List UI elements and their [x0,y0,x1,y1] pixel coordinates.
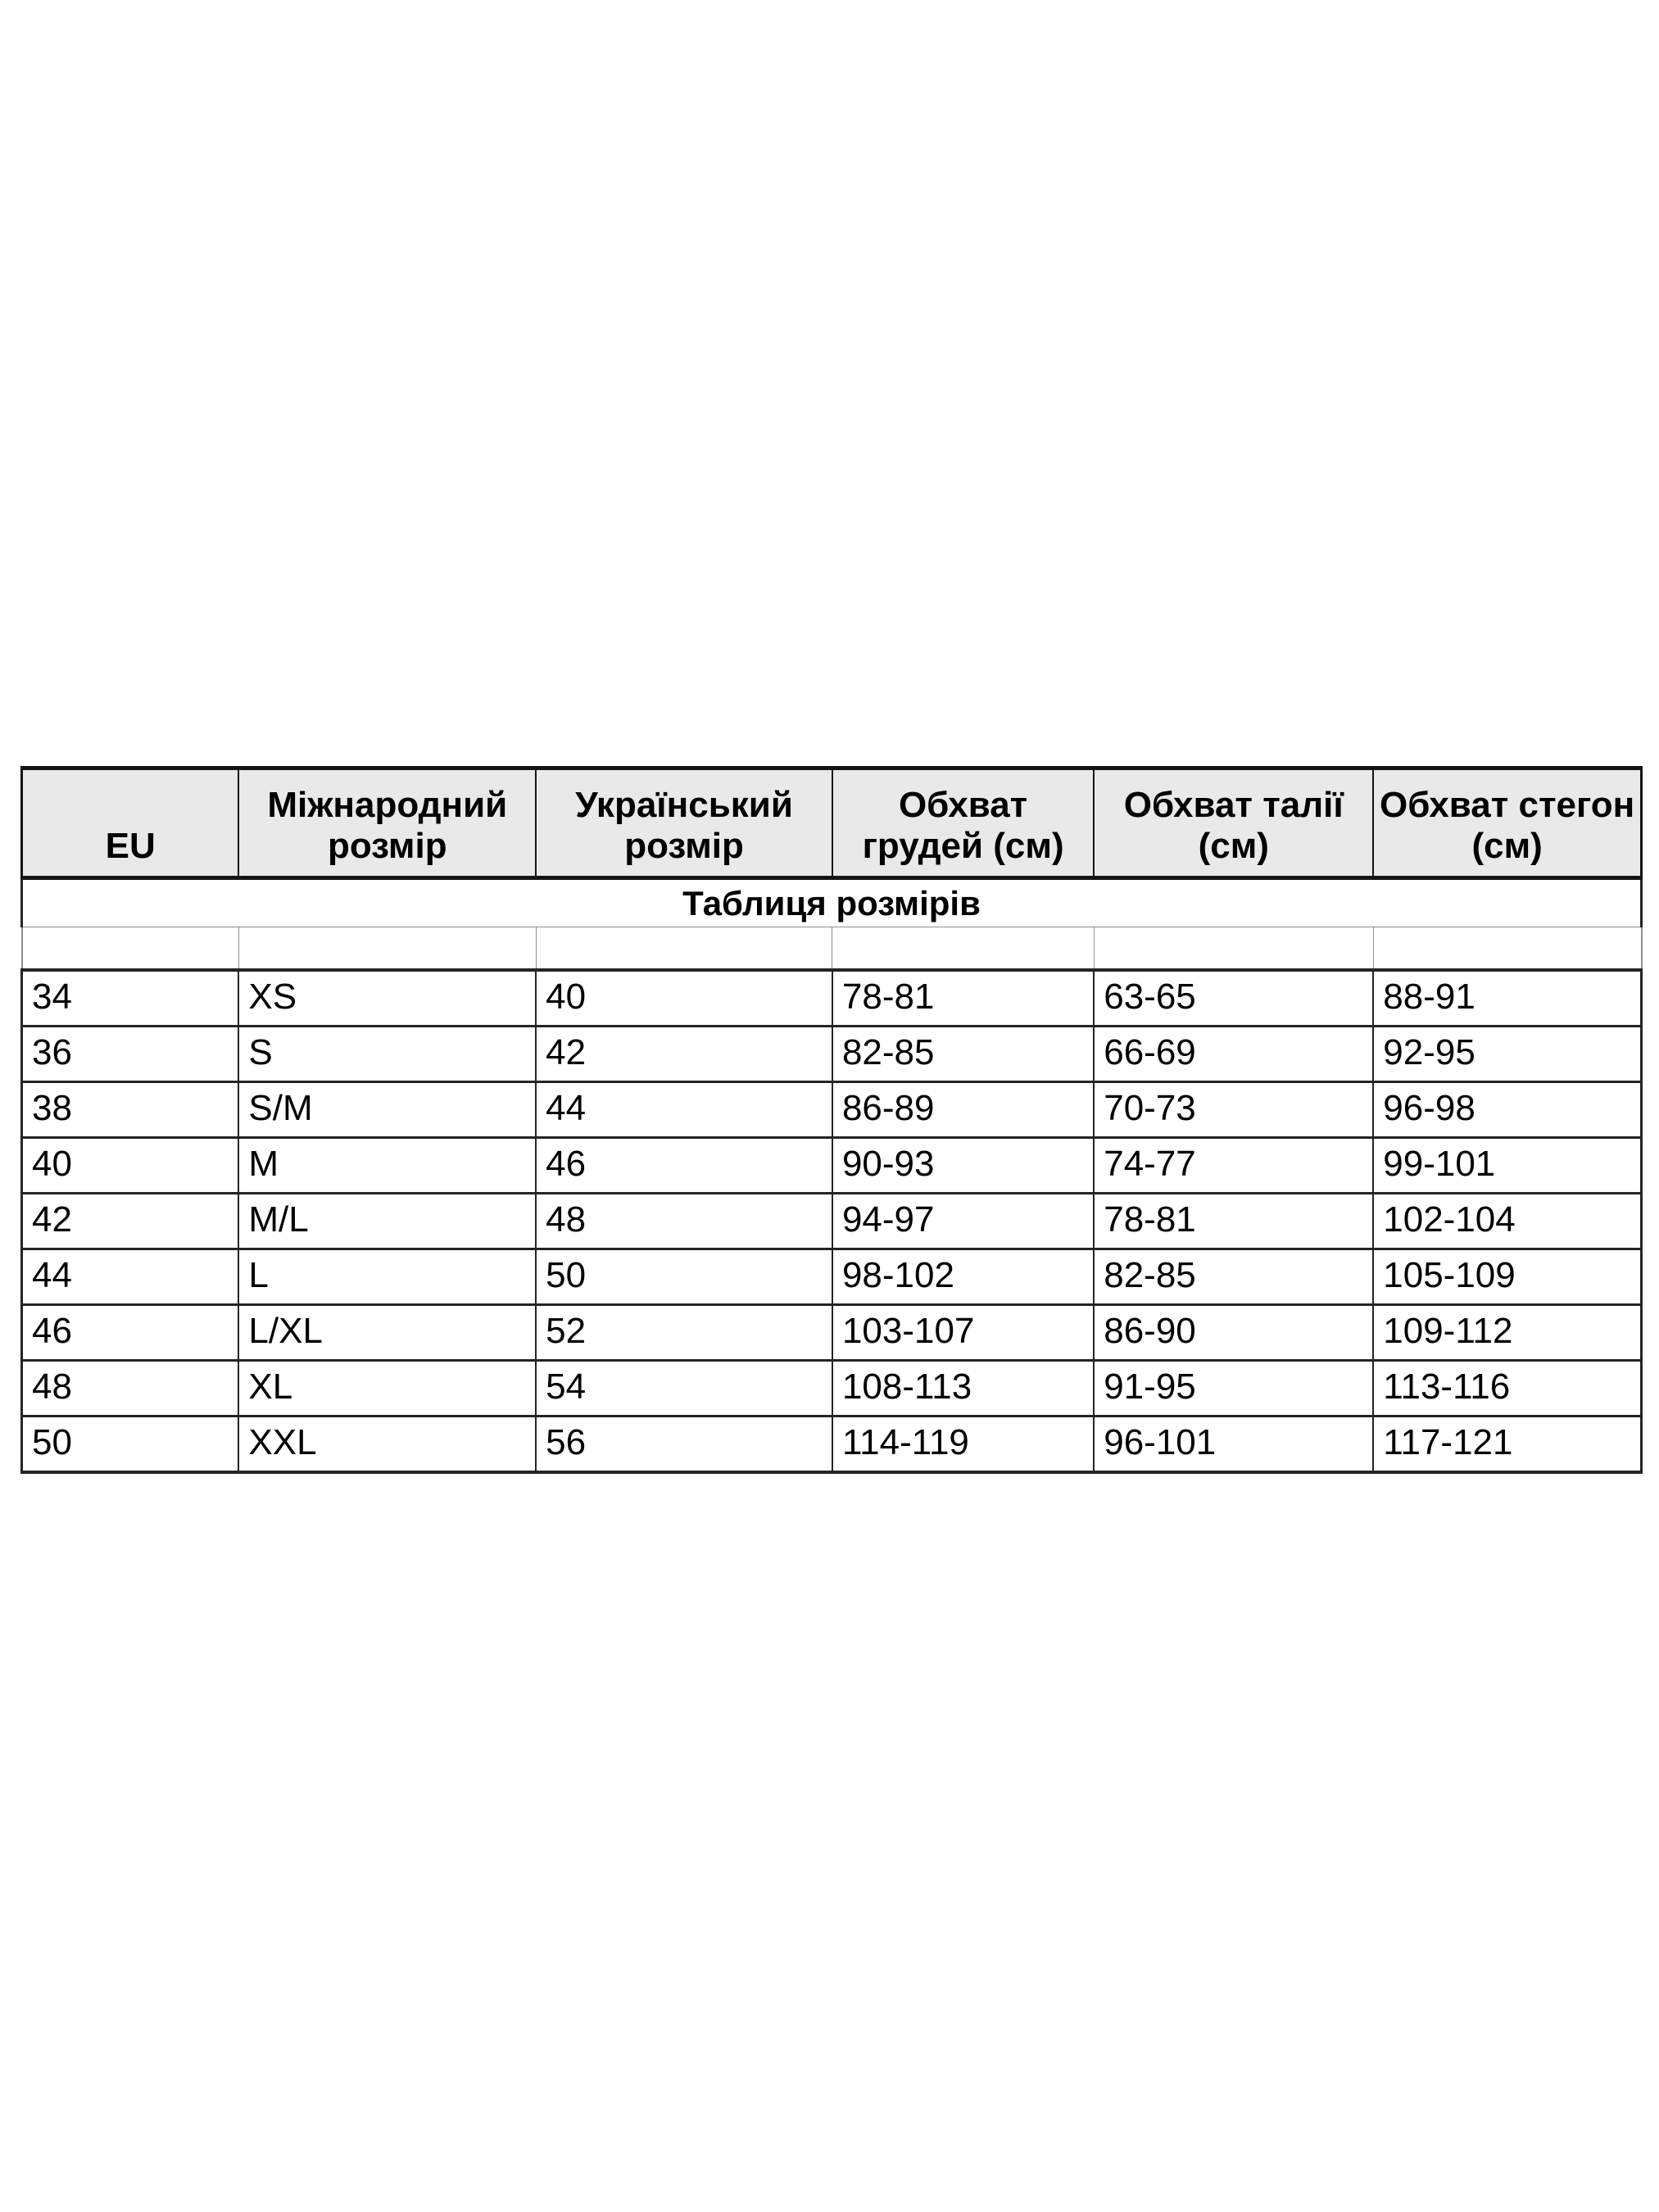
table-cell: 52 [536,1305,832,1361]
table-cell: XL [238,1361,536,1416]
table-row [22,1027,1642,1082]
table-cell: 78-81 [1094,1194,1373,1249]
table-cell: 82-85 [832,1027,1094,1082]
column-header-eu: EU [22,768,239,878]
spacer-row [22,927,1642,971]
table-cell: 86-90 [1094,1305,1373,1361]
table-cell: 66-69 [1094,1027,1373,1082]
column-header-waist: Обхват талії (см) [1094,768,1373,878]
table-cell: 113-116 [1373,1361,1641,1416]
table-row [22,1416,1642,1473]
table-cell: 54 [536,1361,832,1416]
table-cell: 78-81 [832,970,1094,1027]
table-cell: 46 [22,1305,239,1361]
table-cell: 92-95 [1373,1027,1641,1082]
table-cell: 38 [22,1082,239,1138]
table-row [22,1138,1642,1194]
title-row [22,878,1642,927]
table-cell: 46 [536,1138,832,1194]
table-row [22,1305,1642,1361]
table-row [22,1249,1642,1305]
table-cell: 98-102 [832,1249,1094,1305]
table-cell: L/XL [238,1305,536,1361]
table-row [22,1194,1642,1249]
column-header-hips: Обхват стегон (см) [1373,768,1641,878]
table-cell: 103-107 [832,1305,1094,1361]
table-cell: XXL [238,1416,536,1473]
table-cell: 91-95 [1094,1361,1373,1416]
table-cell: 114-119 [832,1416,1094,1473]
table-cell: 82-85 [1094,1249,1373,1305]
table-cell: 42 [536,1027,832,1082]
spacer-cell [832,927,1094,971]
table-cell: 40 [536,970,832,1027]
header-row [22,768,1642,878]
table-cell: 96-101 [1094,1416,1373,1473]
table-cell: L [238,1249,536,1305]
table-cell: S [238,1027,536,1082]
table-cell: 42 [22,1194,239,1249]
spacer-cell [1373,927,1641,971]
table-cell: 36 [22,1027,239,1082]
table-cell: 48 [536,1194,832,1249]
spacer-cell [1094,927,1373,971]
table-cell: 86-89 [832,1082,1094,1138]
size-chart [20,766,1643,1474]
column-header-chest: Обхват грудей (см) [832,768,1094,878]
table-cell: 48 [22,1361,239,1416]
spacer-cell [536,927,832,971]
spacer-cell [238,927,536,971]
table-cell: 96-98 [1373,1082,1641,1138]
spacer-cell [22,927,239,971]
table-cell: 99-101 [1373,1138,1641,1194]
table-cell: 105-109 [1373,1249,1641,1305]
table-cell: M [238,1138,536,1194]
table-cell: 44 [22,1249,239,1305]
table-row [22,1082,1642,1138]
table-cell: 50 [22,1416,239,1473]
column-header-international-size: Міжнародний розмір [238,768,536,878]
table-cell: 50 [536,1249,832,1305]
table-cell: 117-121 [1373,1416,1641,1473]
table-cell: 56 [536,1416,832,1473]
table-cell: 109-112 [1373,1305,1641,1361]
size-table [20,766,1643,1474]
table-cell: 40 [22,1138,239,1194]
table-cell: 90-93 [832,1138,1094,1194]
table-cell: 70-73 [1094,1082,1373,1138]
table-cell: 74-77 [1094,1138,1373,1194]
table-row [22,1361,1642,1416]
table-cell: 102-104 [1373,1194,1641,1249]
table-cell: XS [238,970,536,1027]
table-cell: S/M [238,1082,536,1138]
table-cell: 44 [536,1082,832,1138]
table-title: Таблиця розмірів [22,878,1642,927]
table-cell: 34 [22,970,239,1027]
column-header-ukrainian-size: Український розмір [536,768,832,878]
table-row [22,970,1642,1027]
table-cell: 108-113 [832,1361,1094,1416]
table-cell: M/L [238,1194,536,1249]
table-cell: 88-91 [1373,970,1641,1027]
table-cell: 63-65 [1094,970,1373,1027]
size-table-body [22,970,1642,1472]
table-cell: 94-97 [832,1194,1094,1249]
